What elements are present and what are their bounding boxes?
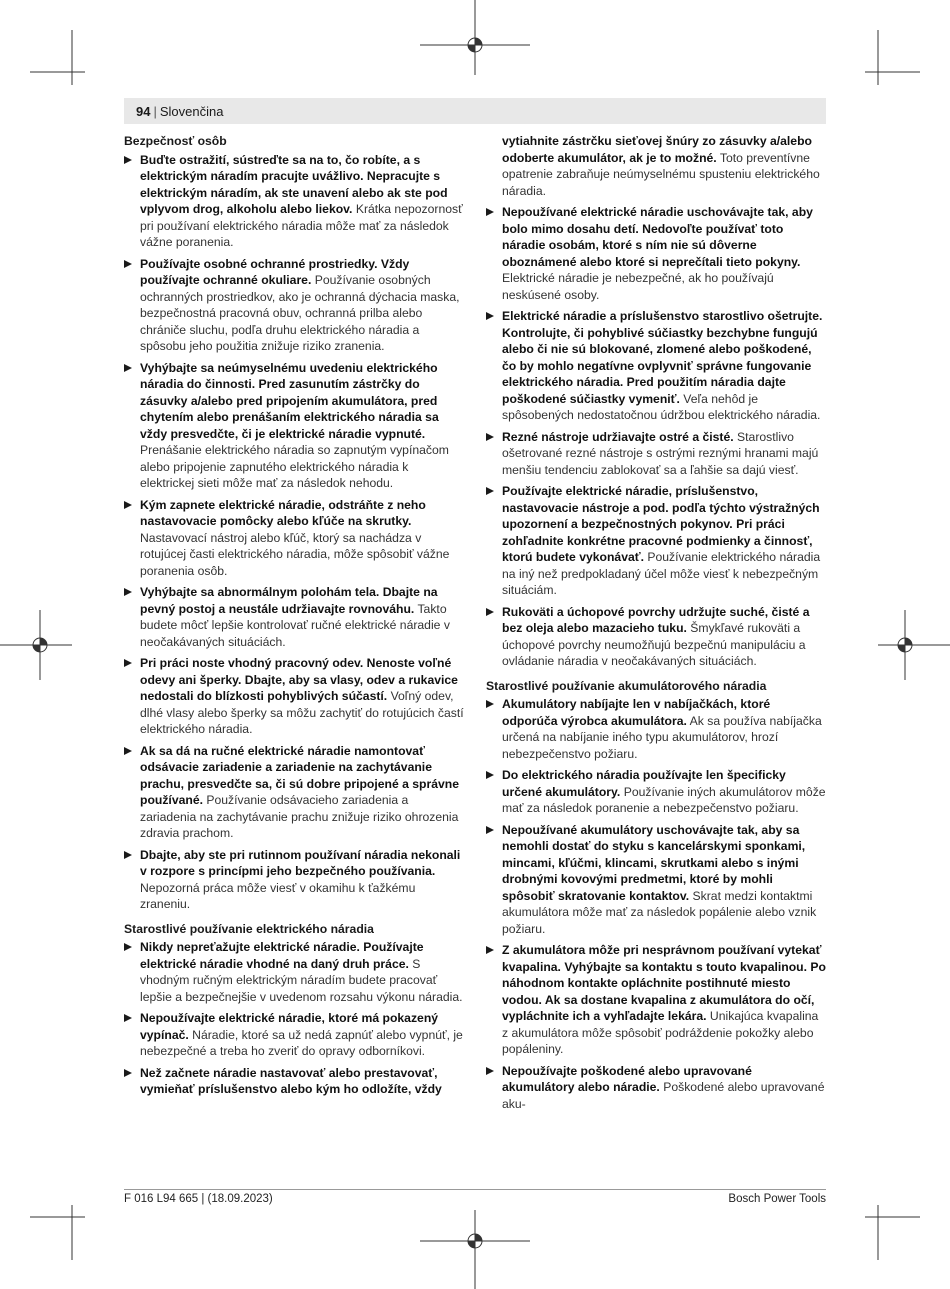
right-column xyxy=(486,133,826,1117)
bullet-triangle-icon xyxy=(486,771,494,779)
bullet-triangle-icon xyxy=(124,747,132,755)
item-explanation: Krátka nepozornosť pri používaní elektrického náradia môže mať za následok vážne poranenia. xyxy=(140,202,463,249)
item-instruction: Vyhýbajte sa abnormálnym polohám tela. Dbajte na pevný postoj a neustále udržiavajte rovnováhu. xyxy=(140,585,438,616)
item-instruction: Nepoužívané elektrické náradie uschovávajte tak, aby bolo mimo dosahu detí. Nedovoľte používať toto náradie osobám, ktoré s ním nie sú dôverne oboznámené alebo ktoré si neprečítali tieto pokyny. xyxy=(502,205,813,269)
bullet-triangle-icon xyxy=(486,826,494,834)
header-language: Slovenčina xyxy=(159,103,224,119)
item-explanation: Používanie elektrického náradia na iný než predpokladaný účel môže viesť k nebezpečným situáciám. xyxy=(502,550,821,597)
bullet-triangle-icon xyxy=(124,588,132,596)
list-item xyxy=(124,584,464,650)
header-separator: | xyxy=(153,103,157,119)
bullet-triangle-icon xyxy=(124,659,132,667)
item-explanation: Šmykľavé rukoväti a úchopové povrchy neumožňujú bezpečnú manipuláciu a ovládanie náradia v neočakávaných situáciách. xyxy=(502,621,806,668)
item-explanation: Nastavovací nástroj alebo kľúč, ktorý sa nachádza v rotujúcej časti elektrického náradia, môže spôsobiť vážne poranenia osôb. xyxy=(140,530,450,578)
bullet-triangle-icon xyxy=(124,501,132,509)
list-item xyxy=(486,822,826,938)
page-number: 94 xyxy=(136,103,151,119)
bullet-triangle-icon xyxy=(124,851,132,859)
list-item xyxy=(486,308,826,424)
item-instruction: vytiahnite zástrčku sieťovej šnúry zo zásuvky a/alebo odoberte akumulátor, ak je to možné. xyxy=(502,134,812,165)
footer-doc-id: F 016 L94 665 | (18.09.2023) xyxy=(124,1193,273,1205)
personal-safety-list xyxy=(124,152,464,913)
item-instruction: Rezné nástroje udržiavajte ostré a čisté. xyxy=(502,429,734,444)
item-instruction: Elektrické náradie a príslušenstvo starostlivo ošetrujte. Kontrolujte, či pohyblivé súčiastky bezchybne fungujú alebo či nie sú blokované, zlomené alebo poškodené, čo by mohlo negatívne ovplyvniť správne fungovanie elektrického náradia. Pred použitím náradia dajte poškodené súčiastky vymeniť. xyxy=(502,309,823,406)
item-instruction: Nikdy nepreťažujte elektrické náradie. Používajte elektrické náradie vhodné na daný druh práce. xyxy=(140,940,424,971)
list-item-continued xyxy=(486,133,826,199)
section-heading-power-tool-use: Starostlivé používanie elektrického náradia xyxy=(124,921,374,936)
bullet-triangle-icon xyxy=(124,943,132,951)
item-explanation: Unikajúca kvapalina z akumulátora môže spôsobiť podráždenie pokožky alebo popáleniny. xyxy=(502,1009,819,1056)
section-heading-battery-tool-use: Starostlivé používanie akumulátorového náradia xyxy=(486,678,767,693)
bullet-triangle-icon xyxy=(486,700,494,708)
list-item xyxy=(486,942,826,1058)
list-item xyxy=(124,152,464,251)
item-instruction: Buďte ostražití, sústreďte sa na to, čo robíte, a s elektrickým náradím pracujte uvážlivo. Nepracujte s elektrickým náradím, ak ste unavení alebo ak ste pod vplyvom drog, alkoholu alebo liekov. xyxy=(140,152,448,216)
item-explanation: Elektrické náradie je nebezpečné, ak ho používajú neskúsené osoby. xyxy=(502,271,774,302)
item-explanation: S vhodným ručným elektrickým náradím budete pracovať lepšie a bezpečnejšie v uvedenom rozsahu výkonu náradia. xyxy=(140,956,463,1004)
power-tool-use-list xyxy=(124,939,464,1098)
list-item xyxy=(124,847,464,913)
item-explanation: Používanie iných akumulátorov môže mať za následok poranenie a nebezpečenstvo požiaru. xyxy=(502,784,826,815)
bullet-triangle-icon xyxy=(486,1067,494,1075)
list-item xyxy=(124,655,464,738)
bullet-triangle-icon xyxy=(486,208,494,216)
bullet-triangle-icon xyxy=(486,608,494,616)
item-explanation: Starostlivo ošetrované rezné nástroje s ostrými reznými hranami majú menšiu tendenciu zablokovať sa a ľahšie sa dajú viesť. xyxy=(502,429,819,477)
bullet-triangle-icon xyxy=(486,433,494,441)
list-item xyxy=(124,939,464,1005)
item-explanation: Takto budete môcť lepšie kontrolovať ručné elektrické náradie v neočakávaných situáciách. xyxy=(140,601,450,649)
list-item xyxy=(486,696,826,762)
item-instruction: Používajte osobné ochranné prostriedky. Vždy používajte ochranné okuliare. xyxy=(140,256,410,287)
list-item xyxy=(486,604,826,670)
list-item xyxy=(486,204,826,303)
item-instruction: Do elektrického náradia používajte len špecificky určené akumulátory. xyxy=(502,768,786,799)
item-explanation: Používanie odsávacieho zariadenia a zariadenia na zachytávanie prachu znižuje riziko ohrozenia zdravia prachom. xyxy=(140,793,459,840)
list-item xyxy=(124,360,464,492)
item-instruction: Nepoužívajte elektrické náradie, ktoré má pokazený vypínač. xyxy=(140,1011,439,1042)
list-item xyxy=(486,767,826,817)
item-explanation: Veľa nehôd je spôsobených nedostatočnou údržbou elektrického náradia. xyxy=(502,391,821,422)
item-explanation: Používanie osobných ochranných prostriedkov, ako je ochranná dýchacia maska, bezpečnostná pracovná obuv, ochranná prilba alebo chrániče sluchu, podľa druhu elektrického náradia a spôsobu jeho použitia znižuje riziko zranenia. xyxy=(140,273,460,353)
bullet-triangle-icon xyxy=(124,260,132,268)
item-instruction: Nepoužívané akumulátory uschovávajte tak, aby sa nemohli dostať do styku s kancelárskymi sponkami, mincami, kľúčmi, klincami, skrutkami alebo s inými drobnými kovovými predmetmi, ktoré by mohli spôsobiť skratovanie kontaktov. xyxy=(502,822,806,903)
list-item xyxy=(124,743,464,842)
bullet-triangle-icon xyxy=(124,1069,132,1077)
item-instruction: Používajte elektrické náradie, príslušenstvo, nastavovacie nástroje a pod. podľa týchto výstražných upozornení a bezpečnostných pokynov. Pri práci zohľadnite konkrétne pracovné podmienky a činnosť, ktorú budete vykonávať. xyxy=(502,484,820,564)
item-instruction: Rukoväti a úchopové povrchy udržujte suché, čisté a bez oleja alebo mazacieho tuku. xyxy=(502,604,810,635)
page-footer xyxy=(124,1189,826,1205)
item-instruction: Ak sa dá na ručné elektrické náradie namontovať odsávacie zariadenie a zariadenie na zachytávanie prachu, presvedčte sa, či sú dobre pripojené a správne používané. xyxy=(140,743,460,807)
battery-tool-use-list xyxy=(486,696,826,1112)
list-item xyxy=(124,1010,464,1060)
item-instruction: Nepoužívajte poškodené alebo upravované akumulátory alebo náradie. xyxy=(502,1063,752,1094)
item-explanation: Poškodené alebo upravované aku- xyxy=(502,1080,825,1111)
list-item xyxy=(486,1063,826,1113)
list-item xyxy=(486,429,826,479)
page-header xyxy=(124,98,826,124)
list-item xyxy=(124,256,464,355)
item-instruction: Dbajte, aby ste pri rutinnom používaní náradia nekonali v rozpore s princípmi jeho bezpečného používania. xyxy=(140,847,461,878)
bullet-triangle-icon xyxy=(124,156,132,164)
power-tool-use-list-continued xyxy=(486,204,826,670)
item-instruction: Vyhýbajte sa neúmyselnému uvedeniu elektrického náradia do činnosti. Pred zasunutím zástrčky do zásuvky a/alebo pred pripojením akumulátora, pred chytením alebo prenášaním elektrického náradia sa vždy presvedčte, či je elektrické náradie vypnuté. xyxy=(140,360,439,441)
item-instruction: Pri práci noste vhodný pracovný odev. Nenoste voľné odevy ani šperky. Dbajte, aby sa vlasy, odev a rukavice nedostali do blízkosti pohyblivých súčastí. xyxy=(140,656,458,703)
item-explanation: Prenášanie elektrického náradia so zapnutým vypínačom alebo pripojenie zapnutého elektrického náradia k elektrickej sieti môže mať za následok nehodu. xyxy=(140,443,449,490)
item-explanation: Toto preventívne opatrenie zabraňuje neúmyselnému spusteniu elektrického náradia. xyxy=(502,150,820,198)
item-instruction: Z akumulátora môže pri nesprávnom používaní vytekať kvapalina. Vyhýbajte sa kontaktu s touto kvapalinou. Po náhodnom kontakte opláchnite postihnuté miesto vodou. Ak sa dostane kvapalina z akumulátora do očí, vypláchnite ich a vyhľadajte lekára. xyxy=(502,943,826,1023)
item-explanation: Voľný odev, dlhé vlasy alebo šperky sa môžu zachytiť do rotujúcich častí elektrického náradia. xyxy=(140,689,464,736)
list-item xyxy=(124,497,464,580)
item-explanation: Náradie, ktoré sa už nedá zapnúť alebo vypnúť, je nebezpečné a treba ho zveriť do opravy odborníkovi. xyxy=(140,1027,463,1058)
list-item xyxy=(124,1065,464,1098)
left-column xyxy=(124,133,464,1103)
bullet-triangle-icon xyxy=(486,312,494,320)
bullet-triangle-icon xyxy=(124,364,132,372)
item-explanation: Nepozorná práca môže viesť v okamihu k ťažkému zraneniu. xyxy=(140,880,416,911)
item-instruction: Než začnete náradie nastavovať alebo prestavovať, vymieňať príslušenstvo alebo kým ho odložíte, vždy xyxy=(140,1065,442,1096)
bullet-triangle-icon xyxy=(486,946,494,954)
item-instruction: Kým zapnete elektrické náradie, odstráňte z neho nastavovacie pomôcky alebo kľúče na skrutky. xyxy=(140,497,426,528)
item-instruction: Akumulátory nabíjajte len v nabíjačkách, ktoré odporúča výrobca akumulátora. xyxy=(502,697,771,728)
footer-brand: Bosch Power Tools xyxy=(728,1193,826,1205)
item-explanation: Skrat medzi kontaktmi akumulátora môže mať za následok popálenie alebo vznik požiaru. xyxy=(502,888,817,936)
list-item xyxy=(486,483,826,599)
bullet-triangle-icon xyxy=(124,1014,132,1022)
item-explanation: Ak sa používa nabíjačka určená na nabíjanie iného typu akumulátorov, hrozí nebezpečenstvo požiaru. xyxy=(502,713,822,761)
bullet-triangle-icon xyxy=(486,487,494,495)
section-heading-personal-safety: Bezpečnosť osôb xyxy=(124,134,227,148)
